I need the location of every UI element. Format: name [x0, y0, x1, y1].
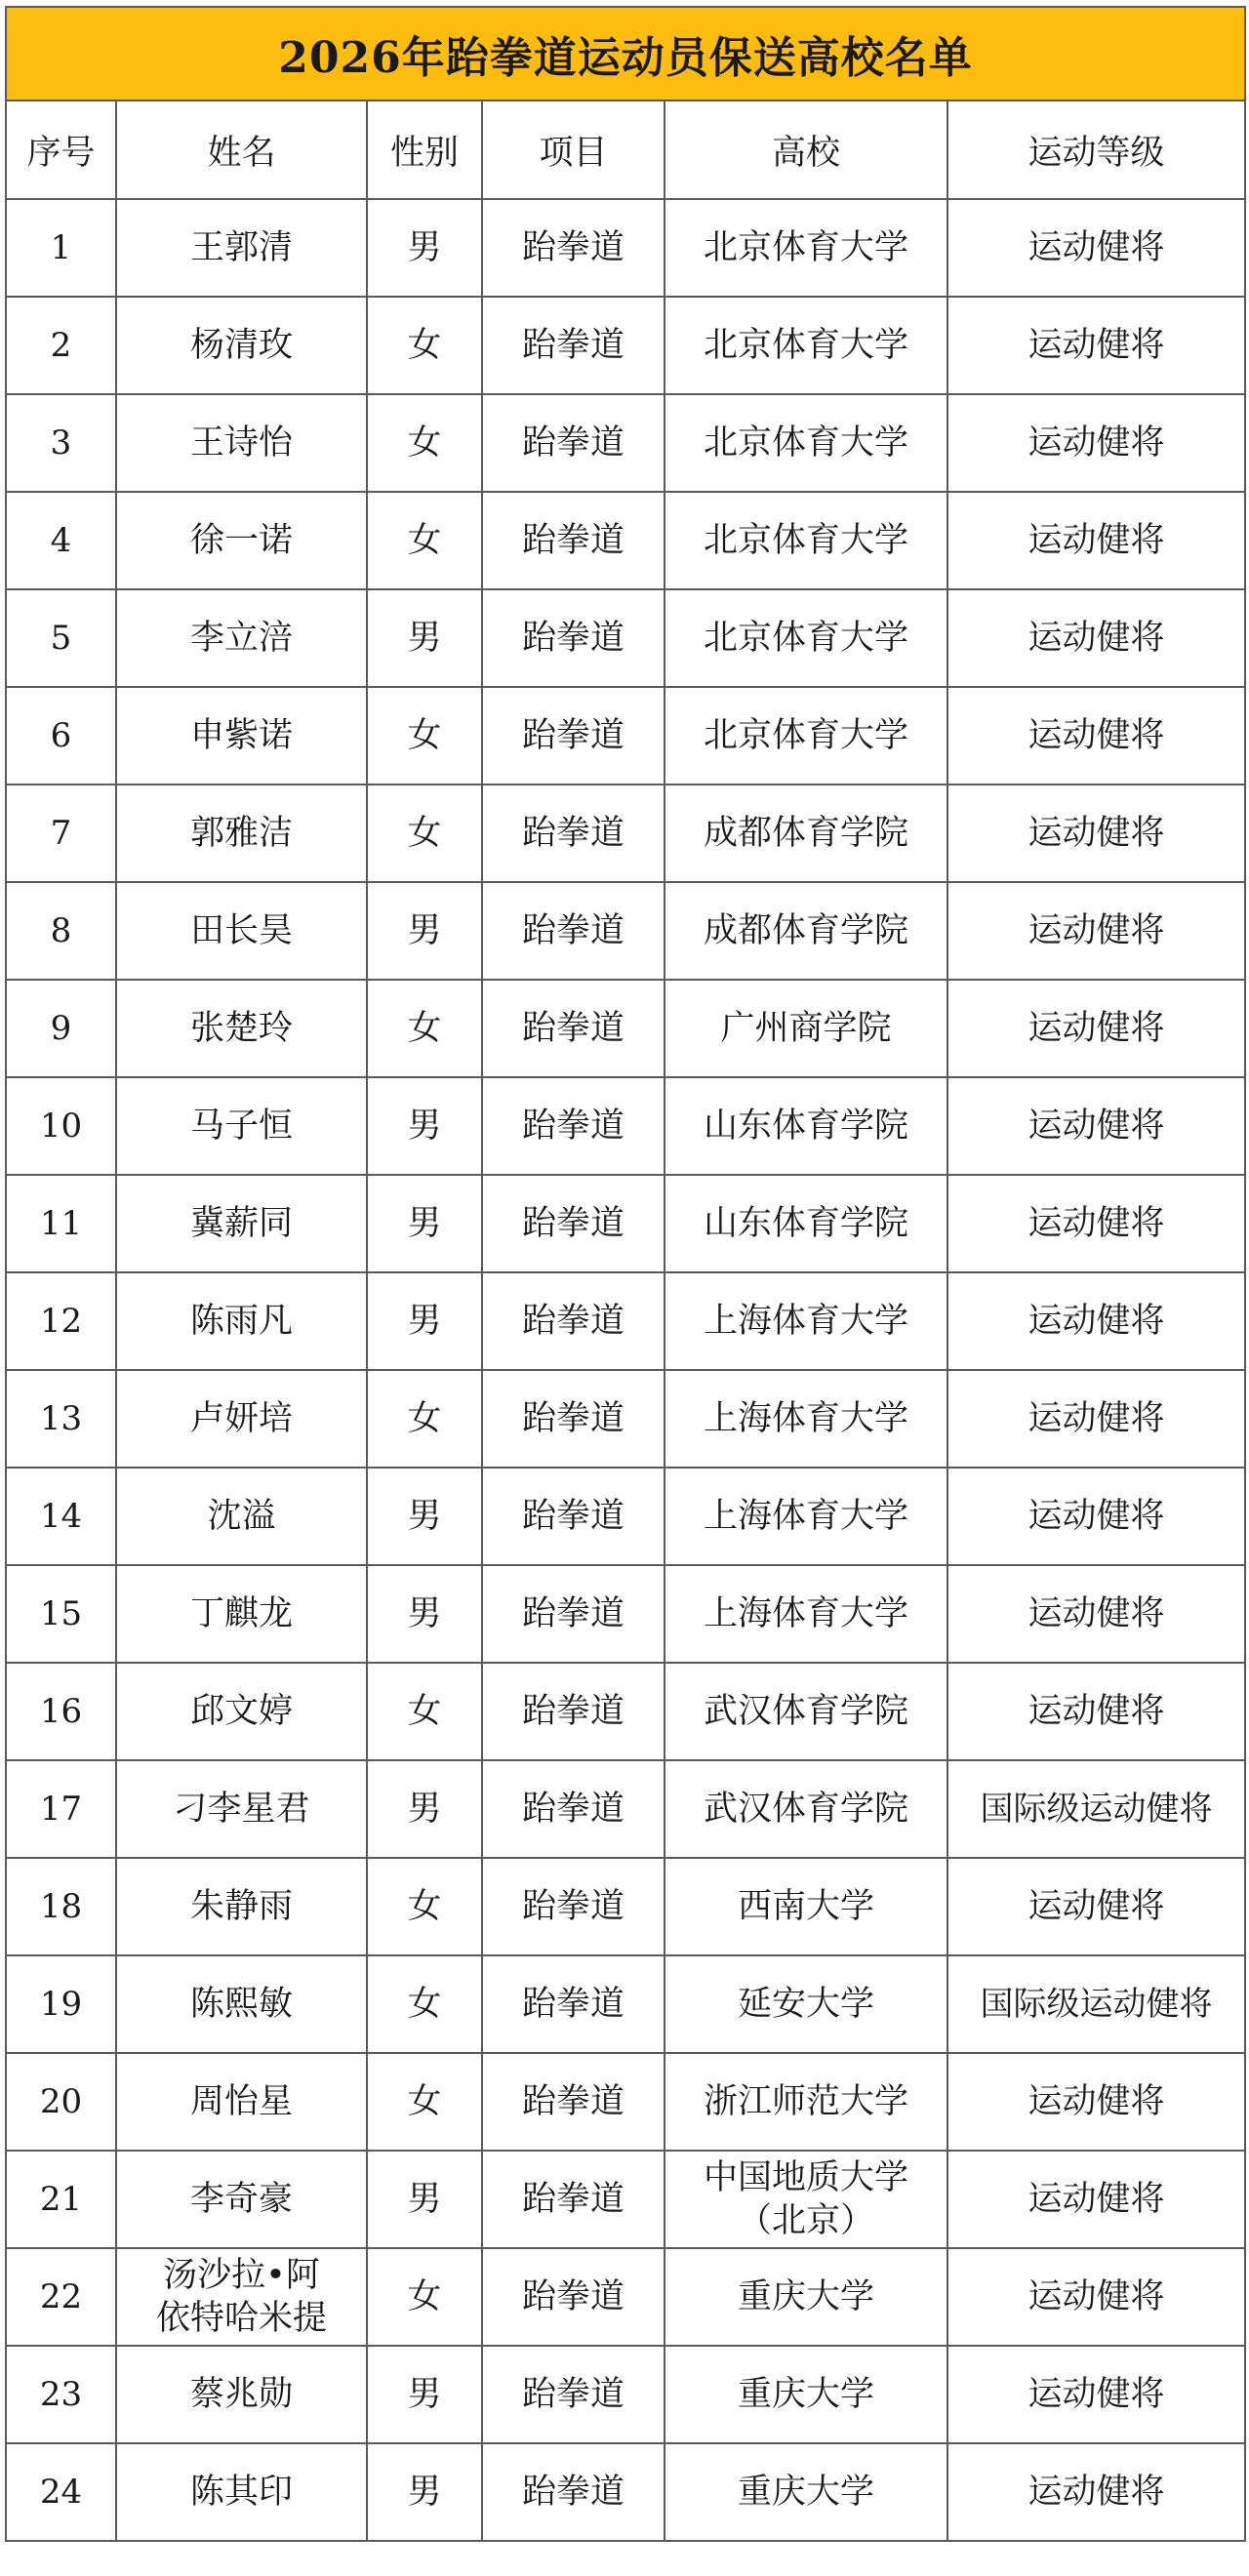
row-sport: 跆拳道 — [482, 1858, 665, 1955]
row-name: 陈熙敏 — [116, 1955, 367, 2053]
row-school: 成都体育学院 — [665, 785, 947, 882]
table-body — [6, 199, 1245, 2541]
row-name: 王诗怡 — [116, 394, 367, 492]
table-row — [6, 492, 1245, 589]
row-name-line: 依特哈米提 — [155, 2299, 327, 2338]
table-row — [6, 882, 1245, 980]
row-level: 国际级运动健将 — [947, 1760, 1245, 1858]
row-level: 运动健将 — [947, 2346, 1245, 2443]
row-no: 5 — [6, 589, 116, 687]
row-gender: 女 — [367, 297, 482, 394]
row-school: 北京体育大学 — [665, 199, 947, 297]
row-sport: 跆拳道 — [482, 394, 665, 492]
table-row — [6, 2443, 1245, 2541]
row-no: 22 — [6, 2248, 116, 2346]
table-title: 2026年跆拳道运动员保送高校名单 — [6, 7, 1245, 101]
admission-table — [5, 6, 1246, 2542]
row-no: 14 — [6, 1468, 116, 1565]
row-level: 运动健将 — [947, 2443, 1245, 2541]
row-no: 8 — [6, 882, 116, 980]
row-gender: 女 — [367, 1663, 482, 1760]
row-no: 20 — [6, 2053, 116, 2151]
row-no: 1 — [6, 199, 116, 297]
table-row — [6, 1565, 1245, 1663]
row-gender: 男 — [367, 2443, 482, 2541]
row-no: 11 — [6, 1175, 116, 1272]
row-no: 21 — [6, 2151, 116, 2248]
row-school-line: 中国地质大学 — [703, 2158, 908, 2197]
row-no: 12 — [6, 1272, 116, 1370]
table-row — [6, 1663, 1245, 1760]
row-no: 6 — [6, 687, 116, 785]
row-sport: 跆拳道 — [482, 1175, 665, 1272]
row-no: 16 — [6, 1663, 116, 1760]
table-row — [6, 1858, 1245, 1955]
row-school-line: （北京） — [737, 2201, 874, 2240]
row-no: 4 — [6, 492, 116, 589]
table-row — [6, 1272, 1245, 1370]
table-row — [6, 589, 1245, 687]
row-level: 运动健将 — [947, 1175, 1245, 1272]
row-gender: 男 — [367, 882, 482, 980]
row-school: 武汉体育学院 — [665, 1663, 947, 1760]
row-school: 北京体育大学 — [665, 492, 947, 589]
table-row — [6, 2248, 1245, 2346]
row-gender: 女 — [367, 980, 482, 1077]
row-no: 2 — [6, 297, 116, 394]
row-gender: 男 — [367, 589, 482, 687]
row-level: 运动健将 — [947, 1468, 1245, 1565]
row-no: 10 — [6, 1077, 116, 1175]
row-gender: 男 — [367, 1565, 482, 1663]
row-school: 北京体育大学 — [665, 687, 947, 785]
header-school: 高校 — [665, 101, 947, 199]
row-level: 运动健将 — [947, 1663, 1245, 1760]
row-gender: 女 — [367, 687, 482, 785]
row-level: 运动健将 — [947, 492, 1245, 589]
row-name: 周怡星 — [116, 2053, 367, 2151]
row-gender: 女 — [367, 492, 482, 589]
table-row — [6, 1955, 1245, 2053]
row-name: 张楚玲 — [116, 980, 367, 1077]
row-name: 陈其印 — [116, 2443, 367, 2541]
row-sport: 跆拳道 — [482, 589, 665, 687]
table-row — [6, 2151, 1245, 2248]
row-level: 运动健将 — [947, 2053, 1245, 2151]
row-sport: 跆拳道 — [482, 1663, 665, 1760]
row-school: 广州商学院 — [665, 980, 947, 1077]
row-name: 蔡兆勋 — [116, 2346, 367, 2443]
table-row — [6, 297, 1245, 394]
header-level: 运动等级 — [947, 101, 1245, 199]
row-level: 运动健将 — [947, 1565, 1245, 1663]
document-sheet — [0, 6, 1249, 2576]
row-sport: 跆拳道 — [482, 1955, 665, 2053]
row-school: 延安大学 — [665, 1955, 947, 2053]
row-school: 浙江师范大学 — [665, 2053, 947, 2151]
row-sport: 跆拳道 — [482, 687, 665, 785]
row-no: 3 — [6, 394, 116, 492]
row-level: 运动健将 — [947, 980, 1245, 1077]
row-level: 运动健将 — [947, 297, 1245, 394]
row-sport: 跆拳道 — [482, 297, 665, 394]
row-name: 陈雨凡 — [116, 1272, 367, 1370]
row-name: 李立涪 — [116, 589, 367, 687]
row-name: 申紫诺 — [116, 687, 367, 785]
row-gender: 男 — [367, 199, 482, 297]
row-name: 沈溢 — [116, 1468, 367, 1565]
header-row — [6, 101, 1245, 199]
header-gender: 性别 — [367, 101, 482, 199]
row-gender: 女 — [367, 2053, 482, 2151]
row-level: 运动健将 — [947, 589, 1245, 687]
header-sport: 项目 — [482, 101, 665, 199]
row-no: 24 — [6, 2443, 116, 2541]
row-level: 国际级运动健将 — [947, 1955, 1245, 2053]
row-level: 运动健将 — [947, 1077, 1245, 1175]
row-level: 运动健将 — [947, 2151, 1245, 2248]
row-no: 17 — [6, 1760, 116, 1858]
row-school: 山东体育学院 — [665, 1175, 947, 1272]
row-gender: 男 — [367, 1175, 482, 1272]
row-school: 北京体育大学 — [665, 394, 947, 492]
row-school: 山东体育学院 — [665, 1077, 947, 1175]
row-no: 19 — [6, 1955, 116, 2053]
row-sport: 跆拳道 — [482, 980, 665, 1077]
table-row — [6, 1175, 1245, 1272]
row-sport: 跆拳道 — [482, 1370, 665, 1468]
row-name — [116, 2248, 367, 2346]
row-no: 9 — [6, 980, 116, 1077]
row-sport: 跆拳道 — [482, 1760, 665, 1858]
row-name: 卢妍培 — [116, 1370, 367, 1468]
row-school: 上海体育大学 — [665, 1565, 947, 1663]
row-level: 运动健将 — [947, 687, 1245, 785]
row-gender: 女 — [367, 1858, 482, 1955]
row-level: 运动健将 — [947, 199, 1245, 297]
row-gender: 男 — [367, 1272, 482, 1370]
row-level: 运动健将 — [947, 394, 1245, 492]
row-school: 上海体育大学 — [665, 1272, 947, 1370]
row-school — [665, 2151, 947, 2248]
row-gender: 男 — [367, 1760, 482, 1858]
row-gender: 男 — [367, 1468, 482, 1565]
row-gender: 男 — [367, 2151, 482, 2248]
row-school: 西南大学 — [665, 1858, 947, 1955]
row-level: 运动健将 — [947, 785, 1245, 882]
table-row — [6, 980, 1245, 1077]
table-row — [6, 2346, 1245, 2443]
row-school: 北京体育大学 — [665, 297, 947, 394]
row-name: 冀薪同 — [116, 1175, 367, 1272]
row-gender: 女 — [367, 1955, 482, 2053]
row-sport: 跆拳道 — [482, 1077, 665, 1175]
row-sport: 跆拳道 — [482, 2151, 665, 2248]
row-sport: 跆拳道 — [482, 882, 665, 980]
row-no: 18 — [6, 1858, 116, 1955]
row-school: 武汉体育学院 — [665, 1760, 947, 1858]
row-school: 重庆大学 — [665, 2443, 947, 2541]
row-name: 刁李星君 — [116, 1760, 367, 1858]
row-school: 北京体育大学 — [665, 589, 947, 687]
row-gender: 女 — [367, 1370, 482, 1468]
table-row — [6, 199, 1245, 297]
row-name: 徐一诺 — [116, 492, 367, 589]
row-sport: 跆拳道 — [482, 2248, 665, 2346]
row-gender: 男 — [367, 2346, 482, 2443]
table-row — [6, 785, 1245, 882]
row-name: 李奇豪 — [116, 2151, 367, 2248]
row-name: 郭雅洁 — [116, 785, 367, 882]
table-row — [6, 2053, 1245, 2151]
row-no: 23 — [6, 2346, 116, 2443]
row-sport: 跆拳道 — [482, 1565, 665, 1663]
table-row — [6, 1077, 1245, 1175]
row-name-line: 汤沙拉•阿 — [163, 2256, 320, 2295]
row-school: 重庆大学 — [665, 2346, 947, 2443]
row-school: 成都体育学院 — [665, 882, 947, 980]
row-no: 7 — [6, 785, 116, 882]
row-sport: 跆拳道 — [482, 1272, 665, 1370]
row-name: 马子恒 — [116, 1077, 367, 1175]
row-sport: 跆拳道 — [482, 492, 665, 589]
row-school: 重庆大学 — [665, 2248, 947, 2346]
row-no: 15 — [6, 1565, 116, 1663]
row-sport: 跆拳道 — [482, 2346, 665, 2443]
table-row — [6, 1370, 1245, 1468]
row-name: 王郭清 — [116, 199, 367, 297]
table-row — [6, 1760, 1245, 1858]
row-sport: 跆拳道 — [482, 2053, 665, 2151]
row-level: 运动健将 — [947, 1370, 1245, 1468]
row-sport: 跆拳道 — [482, 2443, 665, 2541]
row-name: 邱文婷 — [116, 1663, 367, 1760]
row-name: 朱静雨 — [116, 1858, 367, 1955]
row-sport: 跆拳道 — [482, 199, 665, 297]
row-sport: 跆拳道 — [482, 1468, 665, 1565]
row-level: 运动健将 — [947, 882, 1245, 980]
title-row — [6, 7, 1245, 101]
row-gender: 女 — [367, 785, 482, 882]
row-sport: 跆拳道 — [482, 785, 665, 882]
row-name: 丁麒龙 — [116, 1565, 367, 1663]
table-row — [6, 394, 1245, 492]
row-gender: 女 — [367, 394, 482, 492]
row-school: 上海体育大学 — [665, 1468, 947, 1565]
row-level: 运动健将 — [947, 2248, 1245, 2346]
row-name: 田长昊 — [116, 882, 367, 980]
table-row — [6, 687, 1245, 785]
header-name: 姓名 — [116, 101, 367, 199]
row-gender: 女 — [367, 2248, 482, 2346]
row-gender: 男 — [367, 1077, 482, 1175]
row-school: 上海体育大学 — [665, 1370, 947, 1468]
header-no: 序号 — [6, 101, 116, 199]
row-level: 运动健将 — [947, 1272, 1245, 1370]
row-name: 杨清玫 — [116, 297, 367, 394]
row-level: 运动健将 — [947, 1858, 1245, 1955]
row-no: 13 — [6, 1370, 116, 1468]
table-row — [6, 1468, 1245, 1565]
